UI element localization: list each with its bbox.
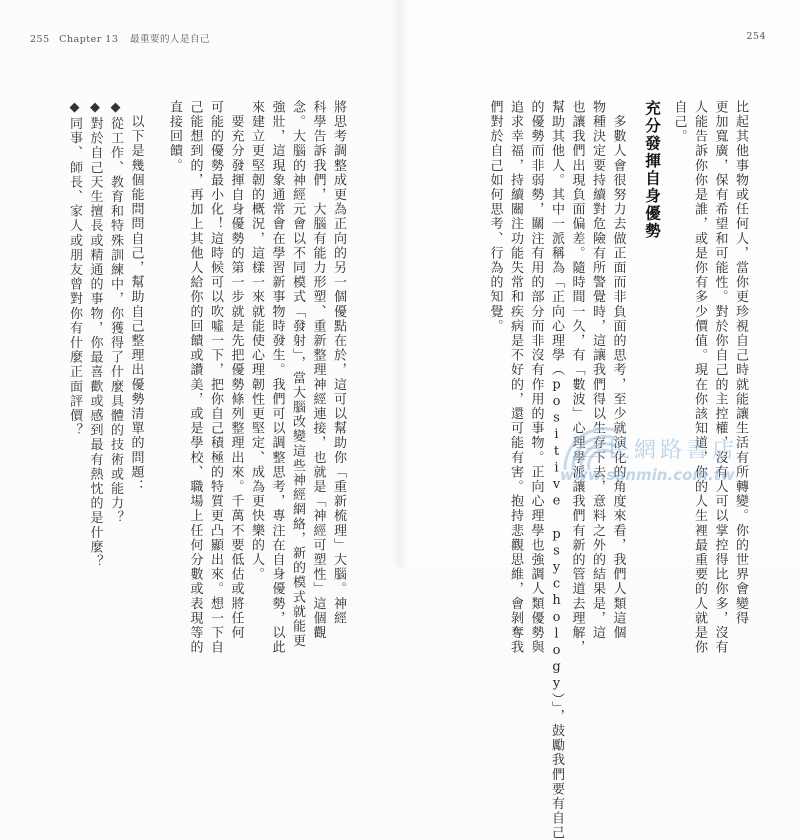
body-column: 們對於自己如何思考、行為的知覺。: [487, 100, 503, 334]
body-column: 己能想到的，再加上其他人給你的回饋或讚美，或是學校、職場上任何分數或表現等的: [187, 100, 203, 655]
body-column: 強壯，這現象通常會在學習新事物時發生。我們可以調整思考，專注在自身優勢，以此: [269, 100, 285, 655]
watermark-title: 三民網路書店: [582, 438, 739, 463]
body-column: 來建立更堅韌的概況，這樣一來就能使心理韌性更堅定、成為更快樂的人。: [249, 100, 264, 582]
paragraph-spacer: [146, 100, 164, 520]
body-column: 以下是幾個能問問自己，幫助自己整理出優勢清單的問題：: [128, 100, 144, 495]
left-page-body: [64, 100, 349, 655]
body-column: 追求幸福，持續關注功能失常和疾病是不好的，還可能有害。抱持悲觀思維，會剝奪我: [508, 100, 523, 655]
left-page-number: 255: [30, 34, 50, 45]
right-page-number: 254: [746, 31, 766, 42]
book-gutter: [392, 0, 408, 567]
body-column: 念。大腦的神經元會以不同模式「發射」，當大腦改變這些神經網絡，新的模式就能更: [290, 100, 305, 649]
body-column: 直接回饋。: [167, 100, 182, 173]
bullet-item: ◆從工作、教育和特殊訓練中，你獲得了什麼具體的技術或能力？: [108, 100, 123, 526]
body-column: 比起其他事物或任何人，當你更珍視自己時就能讓生活有所轉變。你的世界會變得: [733, 100, 748, 626]
left-running-head: [30, 31, 210, 45]
body-column: 將思考調整成更為正向的另一個優點在於，這可以幫助你「重新梳理」大腦。神經: [331, 100, 346, 626]
chapter-label: Chapter 13: [59, 34, 119, 45]
chapter-title: 最重要的人是自己: [129, 34, 210, 45]
bullet-item: ◆同事、師長、家人或朋友曾對你有什麼正面評價？: [67, 100, 82, 438]
section-heading: 充分發揮自身優勢: [643, 100, 661, 240]
body-column: 人能告訴你你是誰，或是你有多少價值。現在你該知道，你的人生裡最重要的人就是你: [692, 100, 707, 655]
body-column: 要充分發揮自身優勢的第一步就是先把優勢條列整理出來。千萬不要低估或將任何: [228, 100, 244, 641]
body-column: 幫助其他人。其中一派稱為「正向心理學（positive psychology）」，鼓勵我們要有自己: [549, 100, 564, 840]
bullet-item: ◆對於自己天生擅長或精通的事物，你最喜歡或感到最有熱忱的是什麼？: [87, 100, 103, 570]
body-column: 可能的優勢最小化！這時候可以吹噓一下，把你自己積極的特質更凸顯出來。想一下自: [208, 100, 223, 655]
body-column: 的優勢而非弱勢，關注有用的部分而非沒有作用的事物。正向心理學也強調人類優勢與: [528, 100, 544, 655]
body-column: 科學告訴我們，大腦有能力形塑、重新整理神經連接，也就是「神經可塑性」這個觀: [310, 100, 326, 641]
body-column: 更加寬廣，保有希望和可能性。對於你自己的主控權，沒有人可以掌控得比你多，沒有: [712, 100, 728, 655]
body-column: 多數人會很努力去做正面而非負面的思考，至少就演化的角度來看，我們人類這個: [610, 100, 626, 641]
body-column: 物種決定要持續對危險有所警覺時，這讓我們得以生存下去，意料之外的結果是，這: [590, 100, 605, 641]
watermark-url: www.sanmin.com.tw: [560, 466, 735, 484]
body-column: 自己。: [671, 100, 687, 144]
body-column: 也讓我們出現負面偏差。隨時間一久，有「數波」心理學派讓我們有新的管道去理解，: [569, 100, 585, 655]
